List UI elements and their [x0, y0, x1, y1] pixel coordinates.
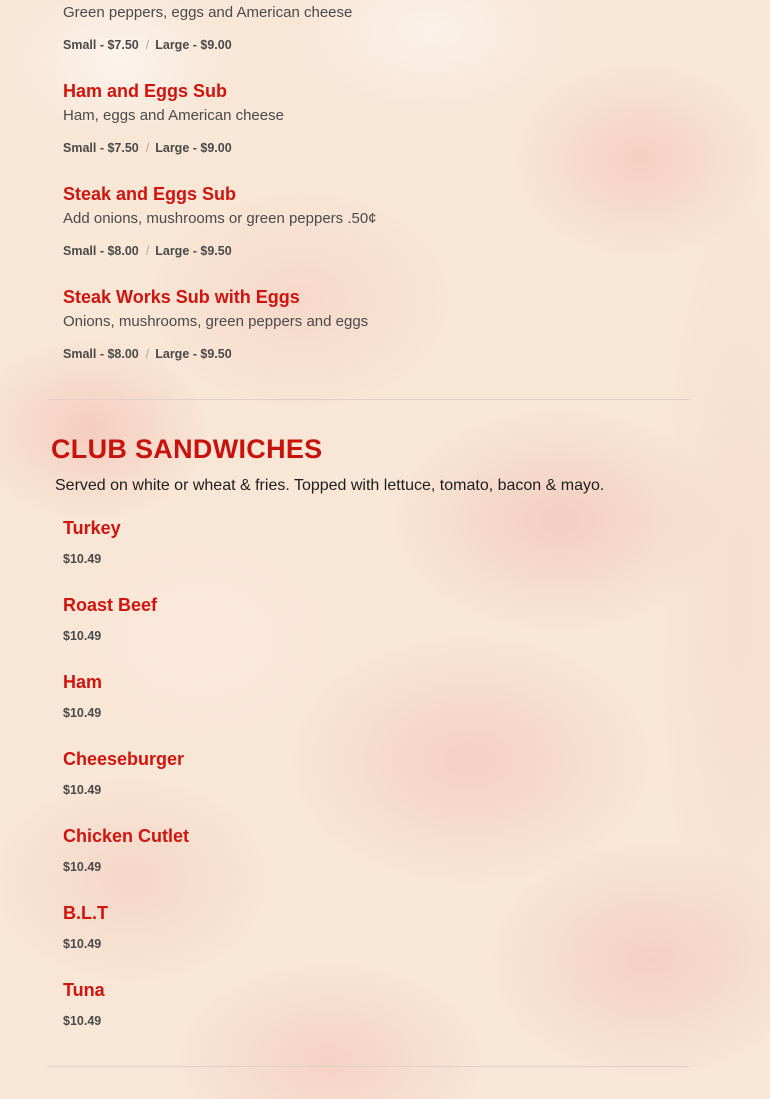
- item-title[interactable]: Chicken Cutlet: [63, 826, 190, 846]
- price-large: Large - $9.50: [155, 244, 232, 258]
- price-row: [63, 346, 232, 362]
- price-separator: /: [145, 347, 150, 361]
- price-row: [63, 243, 232, 259]
- item-description: Add onions, mushrooms or green peppers .50¢: [63, 210, 377, 227]
- item-title[interactable]: B.L.T: [63, 903, 108, 923]
- section-divider: [47, 399, 690, 400]
- price-small: Small - $7.50: [63, 38, 139, 52]
- price-separator: /: [145, 244, 150, 258]
- item-price: $10.49: [63, 706, 102, 720]
- price-large: Large - $9.00: [155, 141, 232, 155]
- item-description: Ham, eggs and American cheese: [63, 107, 284, 124]
- item-title[interactable]: Steak Works Sub with Eggs: [63, 287, 300, 307]
- item-title[interactable]: Turkey: [63, 518, 121, 538]
- item-price: $10.49: [63, 937, 102, 951]
- item-title[interactable]: Roast Beef: [63, 595, 158, 615]
- section-description: Served on white or wheat & fries. Topped with lettuce, tomato, bacon & mayo.: [55, 477, 605, 494]
- price-separator: /: [145, 141, 150, 155]
- item-title[interactable]: Tuna: [63, 980, 105, 1000]
- price-small: Small - $8.00: [63, 347, 139, 361]
- item-title[interactable]: Ham: [63, 672, 103, 692]
- item-price: $10.49: [63, 552, 102, 566]
- item-title[interactable]: Steak and Eggs Sub: [63, 184, 237, 204]
- price-large: Large - $9.50: [155, 347, 232, 361]
- price-large: Large - $9.00: [155, 38, 232, 52]
- price-small: Small - $8.00: [63, 244, 139, 258]
- item-price: $10.49: [63, 783, 102, 797]
- item-price: $10.49: [63, 629, 102, 643]
- price-row: [63, 140, 232, 156]
- item-title[interactable]: Cheeseburger: [63, 749, 185, 769]
- section-divider: [47, 1066, 690, 1067]
- price-row: [63, 37, 232, 53]
- item-title[interactable]: Ham and Eggs Sub: [63, 81, 228, 101]
- price-separator: /: [145, 38, 150, 52]
- item-description: Onions, mushrooms, green peppers and eggs: [63, 313, 369, 330]
- section-title: CLUB SANDWICHES: [51, 434, 323, 464]
- item-price: $10.49: [63, 1014, 102, 1028]
- item-description: Green peppers, eggs and American cheese: [63, 4, 353, 21]
- item-price: $10.49: [63, 860, 102, 874]
- price-small: Small - $7.50: [63, 141, 139, 155]
